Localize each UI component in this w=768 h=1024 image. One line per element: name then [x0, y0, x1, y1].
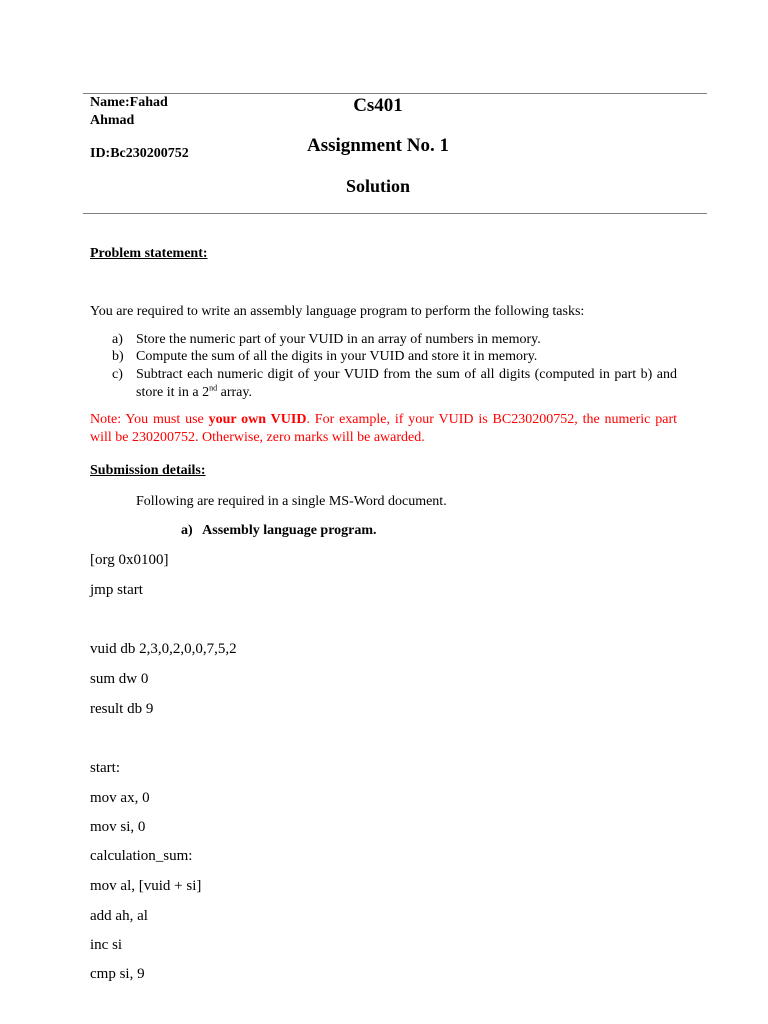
problem-heading: Problem statement:: [90, 246, 208, 261]
submission-heading: Submission details:: [90, 463, 206, 478]
student-id: ID:Bc230200752: [90, 146, 189, 161]
code-line: calculation_sum:: [90, 848, 193, 864]
submission-item-label: Assembly language program.: [202, 523, 377, 538]
header-bottom-rule: [83, 213, 707, 214]
code-line: inc si: [90, 937, 123, 953]
code-line: result db 9: [90, 701, 154, 717]
task-text-end: array.: [217, 385, 252, 400]
task-text: Compute the sum of all the digits in your VUID and store it in memory.: [136, 349, 538, 364]
student-name: [90, 94, 168, 130]
problem-intro: You are required to write an assembly language program to perform the following tasks:: [90, 304, 585, 319]
code-line: mov al, [vuid + si]: [90, 878, 202, 894]
student-name-line1: Name:Fahad: [90, 95, 168, 110]
code-line: jmp start: [90, 582, 143, 598]
note-prefix: Note: You must use: [90, 412, 209, 427]
code-line: mov ax, 0: [90, 790, 150, 806]
code-line: vuid db 2,3,0,2,0,0,7,5,2: [90, 641, 237, 657]
submission-item-a: [181, 522, 377, 540]
code-line: add ah, al: [90, 908, 148, 924]
assignment-title: Assignment No. 1: [307, 135, 449, 156]
course-code: Cs401: [353, 95, 403, 116]
code-line: sum dw 0: [90, 671, 149, 687]
header-top-rule: [83, 93, 707, 94]
code-line: cmp si, 9: [90, 966, 145, 982]
submission-item-marker: a): [181, 523, 193, 538]
note-rest: . For example, if your VUID is BC230200752, the numeric part will be 230200752. Otherwise, zero marks will be awarded.: [90, 412, 678, 445]
task-marker: a): [112, 332, 123, 347]
task-text-main: Subtract each numeric digit of your VUID from the sum of all digits (computed in part b) and store it in a 2: [136, 367, 677, 400]
student-name-line2: Ahmad: [90, 113, 135, 128]
task-marker: b): [112, 349, 124, 364]
code-line: start:: [90, 760, 120, 776]
task-text: Store the numeric part of your VUID in an array of numbers in memory.: [136, 332, 541, 347]
ordinal-suffix: nd: [209, 383, 218, 393]
code-line: [org 0x0100]: [90, 552, 169, 568]
solution-title: Solution: [345, 176, 411, 196]
vuid-note: [90, 411, 677, 447]
task-text: [136, 366, 677, 402]
submission-intro: Following are required in a single MS-Word document.: [136, 494, 447, 509]
code-line: mov si, 0: [90, 819, 146, 835]
task-marker: c): [112, 367, 123, 382]
note-bold: your own VUID: [208, 412, 307, 427]
